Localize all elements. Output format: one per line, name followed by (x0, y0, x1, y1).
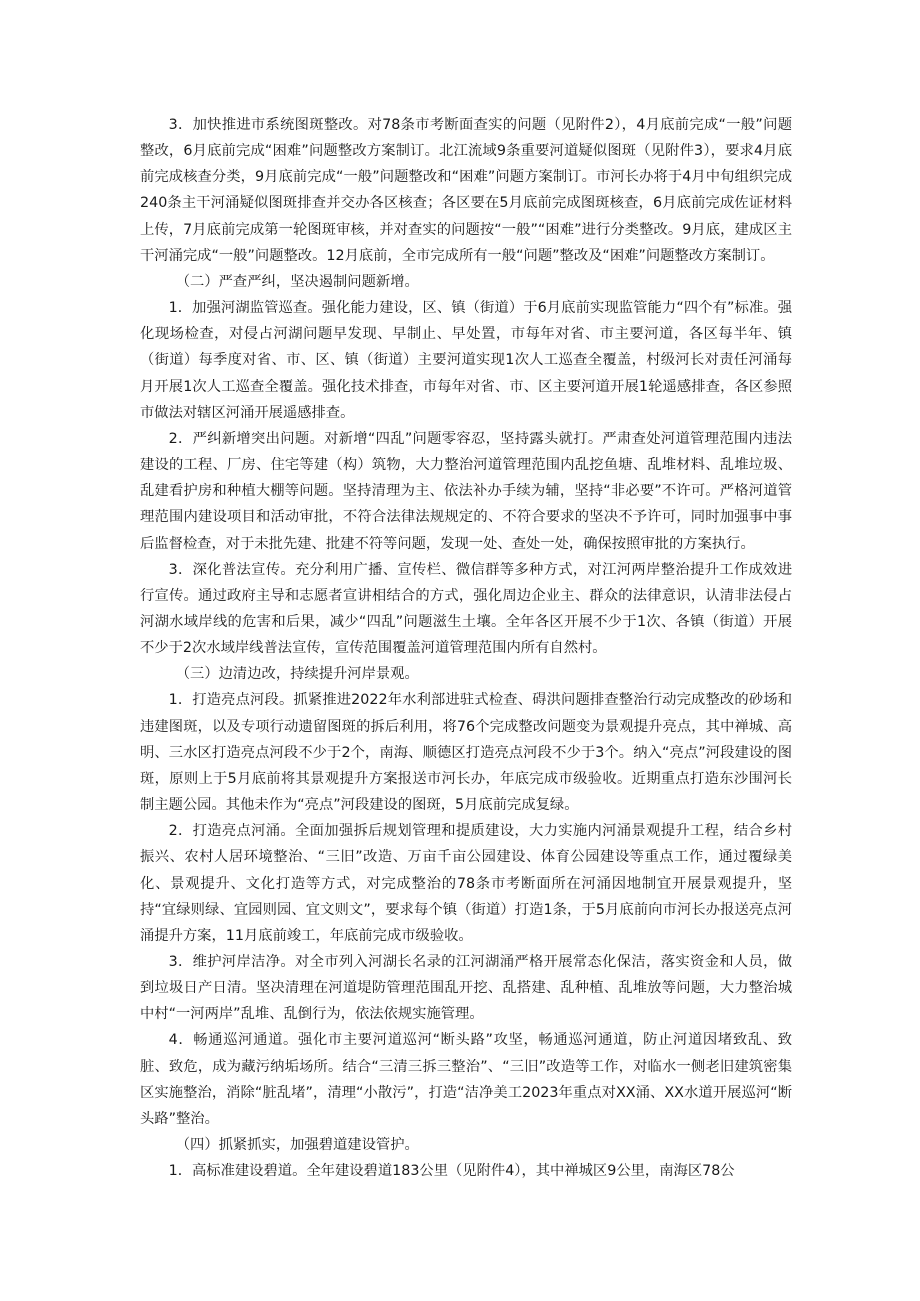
paragraph-item-2-2: 2．严纠新增突出问题。对新增“四乱”问题零容忍，坚持露头就打。严肃查处河道管理范围内违法建设的工程、厂房、住宅等建（构）筑物，大力整治河道管理范围内乱挖鱼塘、乱堆材料、乱堆垃圾、乱建看护房和种植大棚等问题。坚持清理为主、依法补办手续为辅，坚持“非必要”不许可。严格河道管理范围内建设项目和活动审批，不符合法律法规规定的、不符合要求的坚决不予许可，同时加强事中事后监督检查，对于未批先建、批建不符等问题，发现一处、查处一处，确保按照审批的方案执行。 (140, 430, 792, 552)
section-heading-3: （三）边清边改，持续提升河岸景观。 (175, 666, 419, 683)
paragraph-item-2-1: 1．加强河湖监管巡查。强化能力建设，区、镇（街道）于6月底前实现监管能力“四个有”标准。强化现场检查，对侵占河湖问题早发现、早制止、早处置，市每年对省、市主要河道，各区每半年、镇（街道）每季度对省、市、区、镇（街道）主要河道实现1次人工巡查全覆盖，村级河长对责任河涌每月开展1次人工巡查全覆盖。强化技术排查，市每年对省、市、区主要河道开展1轮遥感排查，各区参照市做法对辖区河涌开展遥感排查。 (140, 300, 793, 421)
paragraph-item-3-4: 4．畅通巡河通道。强化市主要河道巡河“断头路”攻坚，畅通巡河通道，防止河道因堵致乱、致脏、致危，成为藏污纳垢场所。结合“三清三拆三整治”、“三旧”改造等工作，对临水一侧老旧建筑密集区实施整治，消除“脏乱堵”，清理“小散污”，打造“洁净美工2023年重点对XX涌、XX水道开展巡河“断头路”整治。 (140, 1032, 792, 1127)
section-heading-2: （二）严查严纠，坚决遏制问题新增。 (175, 273, 419, 290)
paragraph-item-4-1: 1．高标准建设碧道。全年建设碧道183公里（见附件4），其中禅城区9公里，南海区78公 (168, 1163, 735, 1180)
paragraph-item-2-3: 3．深化普法宣传。充分利用广播、宣传栏、微信群等多种方式，对江河两岸整治提升工作成效进行宣传。通过政府主导和志愿者宣讲相结合的方式，强化周边企业主、群众的法律意识，认清非法侵占河湖水域岸线的危害和后果，减少“四乱”问题滋生土壤。全年各区开展不少于1次、各镇（街道）开展不少于2次水域岸线普法宣传，宣传范围覆盖河道管理范围内所有自然村。 (140, 561, 792, 657)
paragraph-item-3-2: 2．打造亮点河涌。全面加强拆后规划管理和提质建设，大力实施内河涌景观提升工程，结合乡村振兴、农村人居环境整治、“三旧”改造、万亩千亩公园建设、体育公园建设等重点工作，通过覆绿美化、景观提升、文化打造等方式，对完成整治的78条市考断面所在河涌因地制宜开展景观提升，坚持“宜绿则绿、宜园则园、宜文则文”，要求每个镇（街道）打造1条，于5月底前向市河长办报送亮点河涌提升方案，11月底前竣工，年底前完成市级验收。 (140, 823, 792, 944)
paragraph-item-3-3: 3．维护河岸洁净。对全市列入河湖长名录的江河湖涌严格开展常态化保洁，落实资金和人员，做到垃圾日产日清。坚决清理在河道堤防管理范围乱开挖、乱搭建、乱种植、乱堆放等问题，大力整治城中村“一河两岸”乱堆、乱倒行为，依法依规实施管理。 (140, 954, 792, 1023)
paragraph-item-1: 3．加快推进市系统图斑整改。对78条市考断面查实的问题（见附件2），4月底前完成“一般”问题整改，6月底前完成“困难”问题整改方案制订。北江流域9条重要河道疑似图斑（见附件3），要求4月底前完成核查分类，9月底前完成“一般”问题整改和“困难”问题方案制订。市河长办将于4月中旬组织完成240条主干河涌疑似图斑排查并交办各区核查；各区要在5月底前完成图斑核查，6月底前完成佐证材料上传，7月底前完成第一轮图斑审核，并对查实的问题按“一般”“困难”进行分类整改。9月底，建成区主干河涌完成“一般”问题整改。12月底前，全市完成所有一般“问题”整改及“困难”问题整改方案制订。 (140, 117, 792, 264)
document-page (140, 112, 792, 1184)
section-heading-4: （四）抓紧抓实，加强碧道建设管护。 (175, 1137, 419, 1154)
paragraph-item-3-1: 1．打造亮点河段。抓紧推进2022年水利部进驻式检查、碍洪问题排查整治行动完成整改的砂场和违建图斑，以及专项行动遗留图斑的拆后利用，将76个完成整改问题变为景观提升亮点，其中禅城、高明、三水区打造亮点河段不少于2个，南海、顺德区打造亮点河段不少于3个。纳入“亮点”河段建设的图斑，原则上于5月底前将其景观提升方案报送市河长办，年底完成市级验收。近期重点打造东沙围河长制主题公园。其他未作为“亮点”河段建设的图斑，5月底前完成复绿。 (140, 692, 792, 814)
